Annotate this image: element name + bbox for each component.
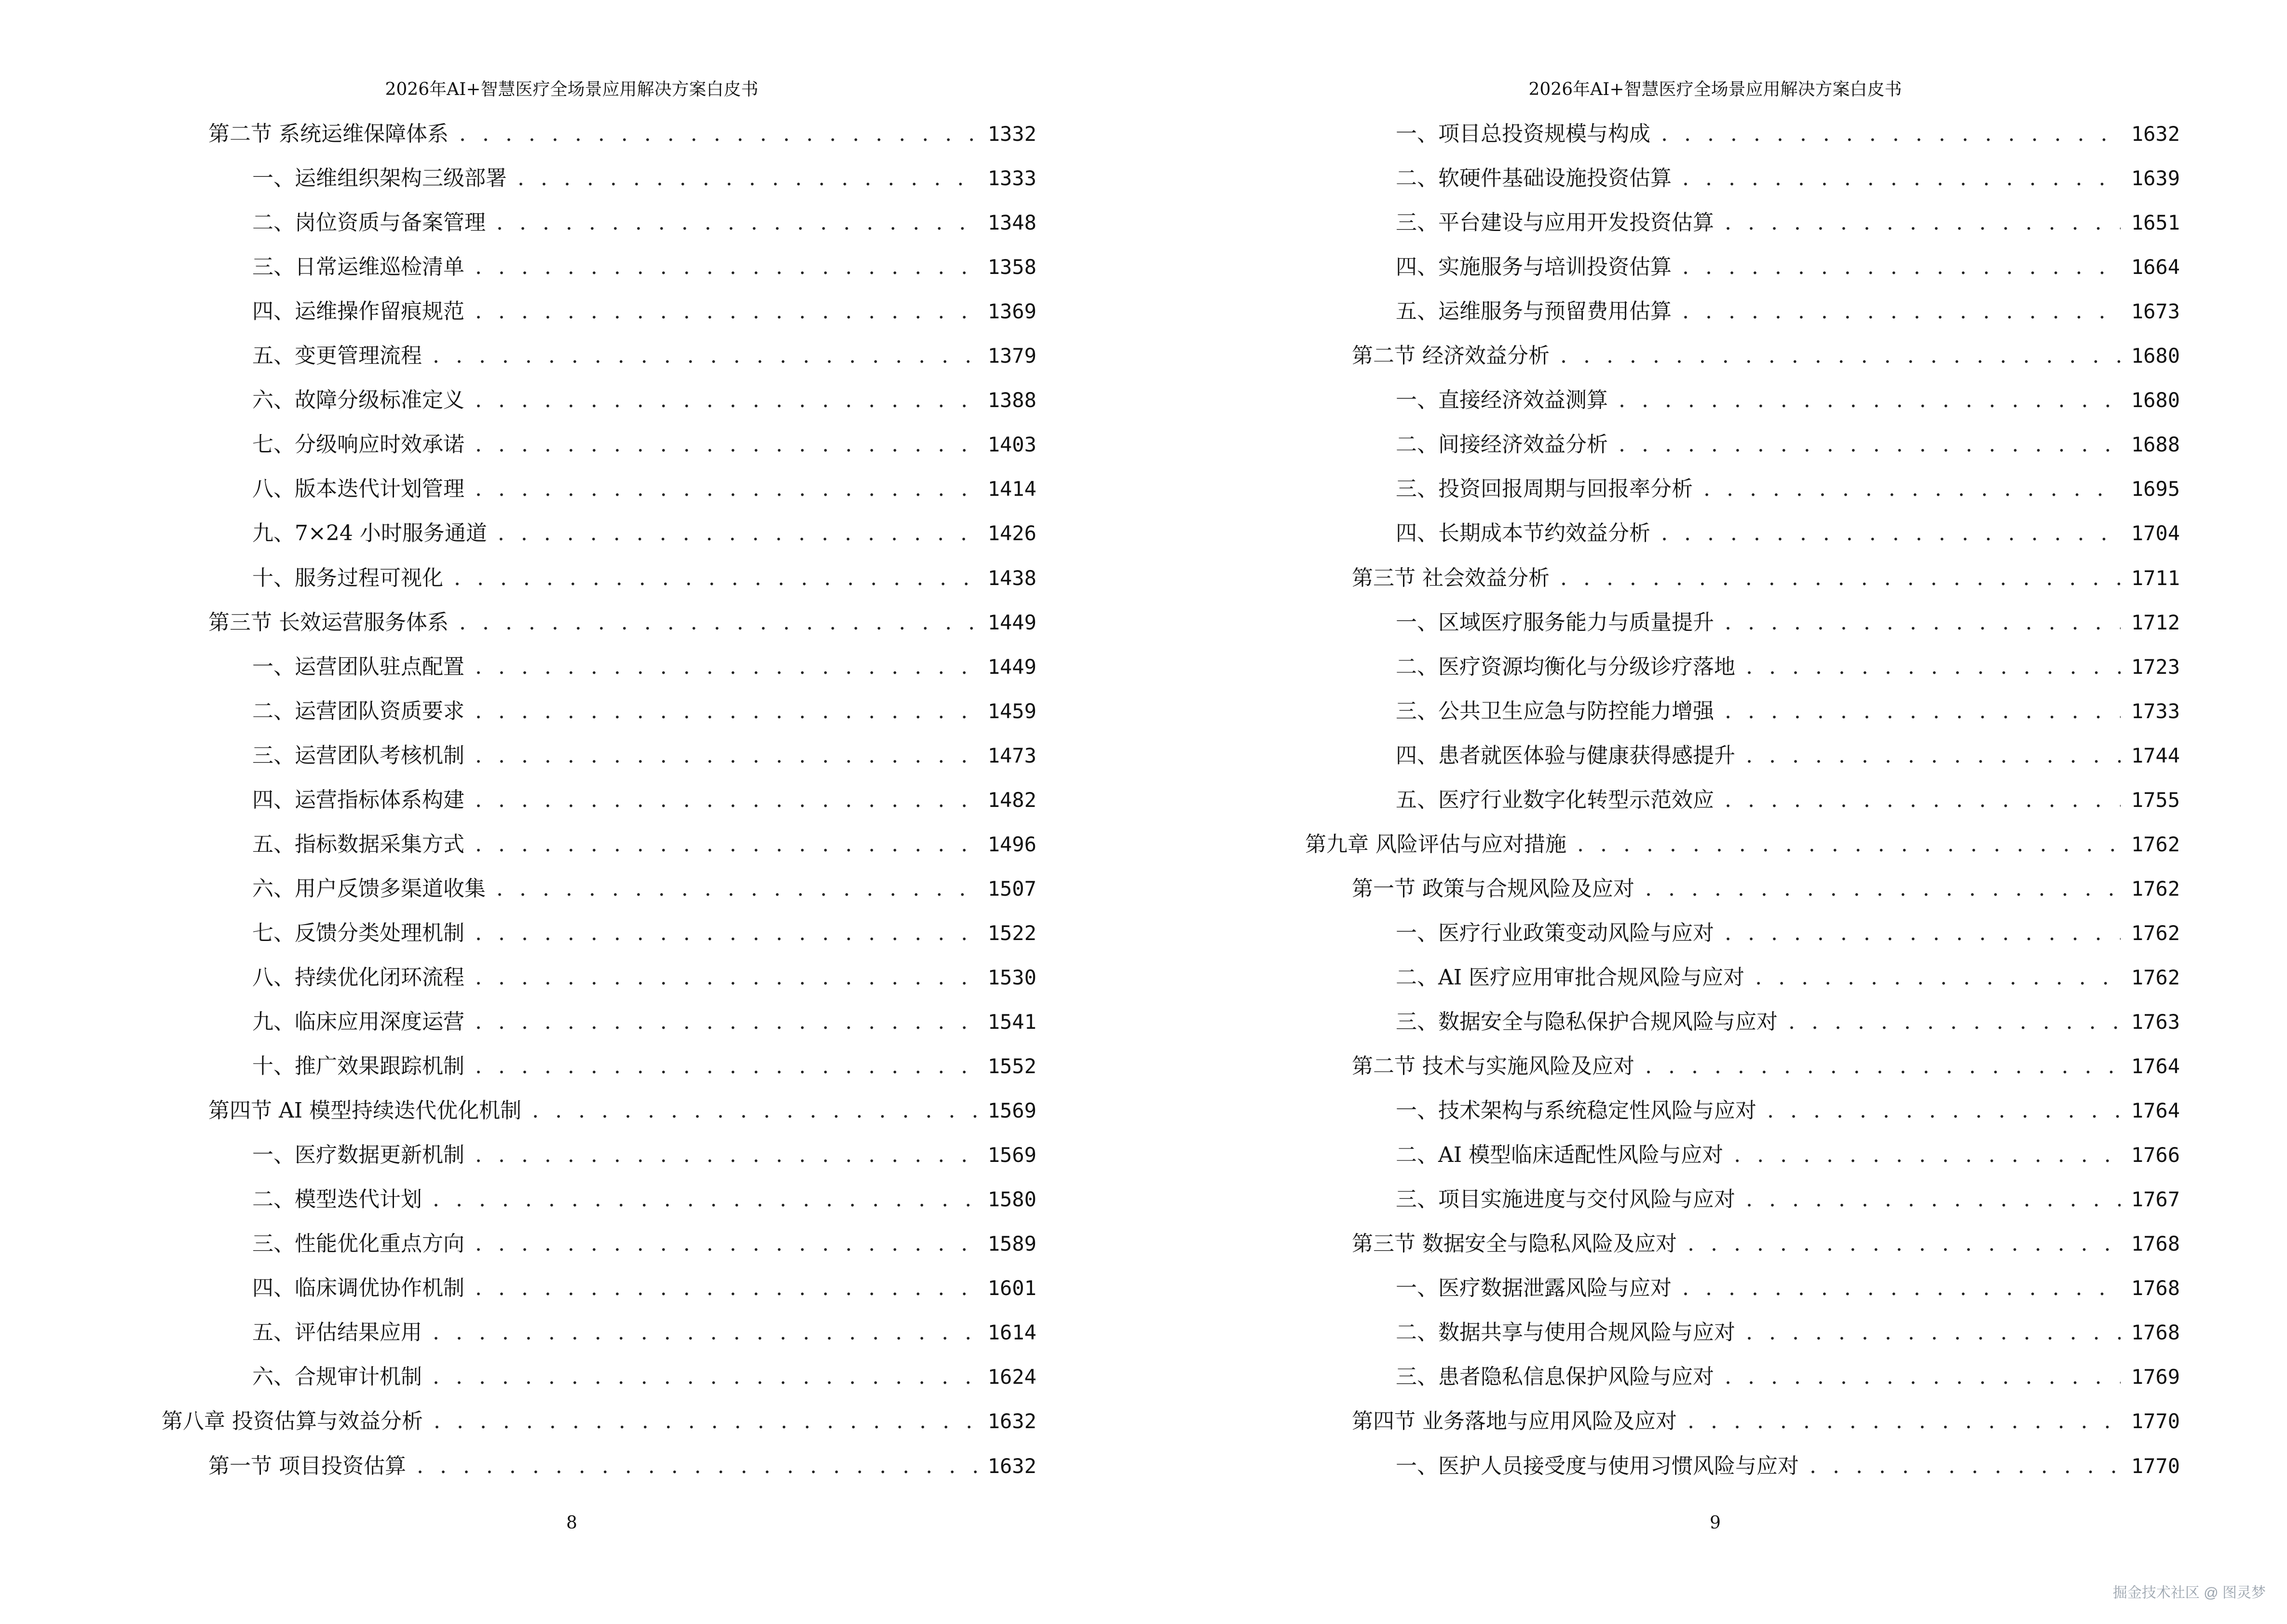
toc-dot-leader (517, 165, 977, 192)
page-header: 2026年AI+智慧医疗全场景应用解决方案白皮书 (385, 80, 759, 99)
toc-entry[interactable] (1396, 1186, 2180, 1213)
toc-entry-title: 第二节 经济效益分析 (1352, 343, 1550, 368)
toc-entry[interactable] (252, 964, 1036, 991)
toc-dot-leader (1645, 875, 2121, 902)
toc-dot-leader (475, 1230, 977, 1257)
toc-entry-title: 三、项目实施进度与交付风险与应对 (1396, 1187, 1735, 1212)
toc-entry-page: 1768 (2131, 1232, 2180, 1256)
toc-dot-leader (475, 742, 977, 769)
toc-entry-page: 1403 (987, 433, 1036, 456)
toc-dot-leader (1746, 1186, 2121, 1213)
toc-entry-title: 第三节 数据安全与隐私风险及应对 (1352, 1231, 1677, 1256)
toc-entry-page: 1507 (987, 877, 1036, 901)
toc-entry-title: 一、医疗数据更新机制 (252, 1143, 464, 1167)
toc-entry-title: 一、运营团队驻点配置 (252, 655, 464, 679)
toc-entry-page: 1473 (987, 744, 1036, 767)
toc-entry-page: 1632 (987, 1454, 1036, 1478)
page-number: 8 (566, 1513, 577, 1533)
toc-entry[interactable] (252, 698, 1036, 725)
toc-entry-page: 1764 (2131, 1054, 2180, 1078)
toc-dot-leader (1560, 342, 2121, 369)
toc-entry[interactable] (1396, 964, 2180, 991)
toc-dot-leader (1725, 609, 2121, 636)
toc-entry[interactable] (252, 831, 1036, 858)
watermark: 掘金技术社区 @ 图灵梦 (2112, 1585, 2266, 1601)
toc-entry-title: 七、反馈分类处理机制 (252, 921, 464, 945)
toc-entry-page: 1673 (2131, 300, 2180, 323)
toc-entry[interactable] (252, 209, 1036, 236)
toc-dot-leader (459, 609, 977, 636)
toc-entry-page: 1632 (987, 1409, 1036, 1433)
toc-entry[interactable] (252, 1230, 1036, 1257)
toc-entry-title: 八、版本迭代计划管理 (252, 477, 464, 501)
toc-entry-title: 四、运维操作留痕规范 (252, 299, 464, 324)
toc-dot-leader (1661, 520, 2121, 547)
toc-dot-leader (475, 698, 977, 725)
toc-entry-page: 1482 (987, 788, 1036, 812)
toc-entry[interactable] (1396, 431, 2180, 458)
toc-dot-leader (1746, 654, 2121, 681)
toc-entry-title: 第八章 投资估算与效益分析 (162, 1409, 423, 1433)
toc-entry[interactable] (252, 875, 1036, 902)
toc-entry-title: 三、性能优化重点方向 (252, 1231, 464, 1256)
toc-entry-page: 1333 (987, 166, 1036, 190)
page-number: 9 (1710, 1513, 1721, 1533)
toc-entry-page: 1688 (2131, 433, 2180, 456)
toc-entry-title: 第三节 长效运营服务体系 (208, 610, 449, 635)
toc-dot-leader (1619, 387, 2121, 414)
toc-entry-page: 1762 (2131, 966, 2180, 989)
toc-entry[interactable] (252, 742, 1036, 769)
toc-entry[interactable] (252, 387, 1036, 414)
toc-entry-title: 第二节 技术与实施风险及应对 (1352, 1054, 1634, 1078)
toc-dot-leader (475, 1009, 977, 1036)
toc-entry-title: 五、医疗行业数字化转型示范效应 (1396, 788, 1714, 812)
toc-entry-page: 1569 (987, 1099, 1036, 1122)
toc-entry-page: 1614 (987, 1321, 1036, 1344)
toc-entry-page: 1369 (987, 300, 1036, 323)
toc-entry-title: 九、临床应用深度运营 (252, 1010, 464, 1034)
toc-entry[interactable] (1352, 342, 2180, 369)
toc-entry-title: 二、模型迭代计划 (252, 1187, 422, 1212)
toc-dot-leader (1725, 920, 2121, 947)
toc-entry[interactable] (1352, 1230, 2180, 1257)
toc-entry-title: 一、项目总投资规模与构成 (1396, 122, 1650, 146)
toc-dot-leader (1645, 1053, 2121, 1080)
toc-entry-title: 二、AI 模型临床适配性风险与应对 (1396, 1143, 1724, 1167)
toc-entry[interactable] (1396, 121, 2180, 148)
toc-entry[interactable] (208, 121, 1036, 148)
toc-entry-page: 1680 (2131, 388, 2180, 412)
toc-dot-leader (498, 520, 977, 547)
toc-entry-page: 1388 (987, 388, 1036, 412)
toc-entry[interactable] (252, 920, 1036, 947)
toc-entry-title: 三、数据安全与隐私保护合规风险与应对 (1396, 1010, 1778, 1034)
toc-dot-leader (1725, 698, 2121, 725)
toc-entry-page: 1680 (2131, 344, 2180, 368)
toc-entry[interactable] (1352, 875, 2180, 902)
toc-entry-title: 三、平台建设与应用开发投资估算 (1396, 210, 1714, 235)
toc-entry-title: 十、推广效果跟踪机制 (252, 1054, 464, 1078)
toc-entry-page: 1770 (2131, 1454, 2180, 1478)
toc-entry[interactable] (1396, 209, 2180, 236)
toc-entry[interactable] (1396, 1275, 2180, 1302)
toc-entry-page: 1763 (2131, 1010, 2180, 1034)
toc-dot-leader (475, 476, 977, 503)
toc-entry-page: 1426 (987, 521, 1036, 545)
toc-dot-leader (475, 831, 977, 858)
toc-entry-title: 四、运营指标体系构建 (252, 788, 464, 812)
toc-entry-title: 六、故障分级标准定义 (252, 388, 464, 412)
toc-entry-title: 第一节 政策与合规风险及应对 (1352, 876, 1634, 901)
toc-entry-page: 1768 (2131, 1321, 2180, 1344)
toc-dot-leader (475, 298, 977, 325)
toc-dot-leader (1619, 431, 2121, 458)
toc-dot-leader (1810, 1453, 2121, 1480)
toc-dot-leader (1767, 1097, 2121, 1124)
toc-dot-leader (475, 787, 977, 814)
toc-entry[interactable] (252, 1009, 1036, 1036)
toc-entry[interactable] (252, 1142, 1036, 1169)
toc-entry[interactable] (252, 254, 1036, 281)
toc-dot-leader (1755, 964, 2121, 991)
toc-dot-leader (1725, 1364, 2121, 1391)
toc-entry[interactable] (1305, 831, 2180, 858)
toc-entry-page: 1379 (987, 344, 1036, 368)
toc-dot-leader (475, 254, 977, 281)
toc-dot-leader (475, 1275, 977, 1302)
toc-dot-leader (475, 1142, 977, 1169)
toc-entry-title: 三、投资回报周期与回报率分析 (1396, 477, 1693, 501)
toc-entry-page: 1541 (987, 1010, 1036, 1034)
toc-dot-leader (532, 1097, 977, 1124)
toc-dot-leader (1688, 1408, 2121, 1435)
toc-entry-title: 八、持续优化闭环流程 (252, 965, 464, 990)
toc-entry-page: 1624 (987, 1365, 1036, 1389)
toc-entry-page: 1459 (987, 699, 1036, 723)
toc-entry[interactable] (252, 1319, 1036, 1346)
toc-entry-title: 一、技术架构与系统稳定性风险与应对 (1396, 1098, 1756, 1123)
toc-entry[interactable] (1352, 1053, 2180, 1080)
toc-entry-title: 一、医疗行业政策变动风险与应对 (1396, 921, 1714, 945)
toc-entry-title: 二、软硬件基础设施投资估算 (1396, 166, 1672, 191)
toc-dot-leader (1682, 165, 2121, 192)
toc-dot-leader (475, 387, 977, 414)
toc-dot-leader (1788, 1009, 2121, 1036)
toc-dot-leader (1577, 831, 2121, 858)
toc-entry-title: 二、数据共享与使用合规风险与应对 (1396, 1320, 1735, 1345)
toc-entry[interactable] (1396, 1142, 2180, 1169)
toc-entry-title: 四、临床调优协作机制 (252, 1276, 464, 1300)
toc-entry-page: 1764 (2131, 1099, 2180, 1122)
toc-entry-page: 1762 (2131, 921, 2180, 945)
toc-entry-title: 五、指标数据采集方式 (252, 832, 464, 857)
toc-entry-title: 三、日常运维巡检清单 (252, 255, 464, 279)
toc-page-right (1144, 0, 2287, 1624)
toc-entry[interactable] (252, 342, 1036, 369)
toc-entry[interactable] (252, 787, 1036, 814)
toc-entry[interactable] (252, 1364, 1036, 1391)
toc-entry[interactable] (1396, 787, 2180, 814)
toc-entry[interactable] (1396, 165, 2180, 192)
toc-entry[interactable] (1396, 698, 2180, 725)
toc-entry-title: 二、AI 医疗应用审批合规风险与应对 (1396, 965, 1745, 990)
toc-entry-title: 第四节 AI 模型持续迭代优化机制 (208, 1098, 522, 1123)
toc-entry-title: 三、运营团队考核机制 (252, 743, 464, 768)
toc-entry-page: 1733 (2131, 699, 2180, 723)
toc-entry[interactable] (1396, 520, 2180, 547)
toc-entry-page: 1766 (2131, 1143, 2180, 1167)
toc-dot-leader (433, 1364, 977, 1391)
toc-dot-leader (496, 875, 977, 902)
toc-dot-leader (1688, 1230, 2121, 1257)
toc-entry-page: 1723 (2131, 655, 2180, 679)
toc-entry-page: 1762 (2131, 877, 2180, 901)
page-header: 2026年AI+智慧医疗全场景应用解决方案白皮书 (1528, 80, 1902, 99)
toc-entry-title: 九、7×24 小时服务通道 (252, 521, 487, 546)
toc-entry[interactable] (162, 1408, 1036, 1435)
toc-entry-page: 1744 (2131, 744, 2180, 767)
toc-entry[interactable] (252, 1275, 1036, 1302)
toc-dot-leader (1682, 254, 2121, 281)
toc-entry[interactable] (252, 1186, 1036, 1213)
toc-dot-leader (1746, 742, 2121, 769)
toc-entry-title: 第三节 社会效益分析 (1352, 566, 1550, 590)
toc-entry-title: 第二节 系统运维保障体系 (208, 122, 449, 146)
toc-entry-page: 1530 (987, 966, 1036, 989)
toc-entry-page: 1651 (2131, 211, 2180, 234)
toc-dot-leader (475, 964, 977, 991)
toc-entry[interactable] (1396, 476, 2180, 503)
toc-dot-leader (1560, 565, 2121, 592)
toc-entry-title: 二、岗位资质与备案管理 (252, 210, 486, 235)
toc-entry[interactable] (252, 431, 1036, 458)
toc-entry-title: 二、间接经济效益分析 (1396, 432, 1608, 457)
toc-entry[interactable] (1352, 1408, 2180, 1435)
toc-entry[interactable] (1396, 742, 2180, 769)
toc-dot-leader (417, 1453, 977, 1480)
toc-entry-page: 1449 (987, 611, 1036, 634)
toc-entry[interactable] (1396, 1319, 2180, 1346)
toc-entry-page: 1769 (2131, 1365, 2180, 1389)
toc-dot-leader (433, 342, 977, 369)
toc-entry-page: 1770 (2131, 1409, 2180, 1433)
toc-dot-leader (433, 1319, 977, 1346)
toc-entry[interactable] (1396, 254, 2180, 281)
toc-entry-page: 1601 (987, 1276, 1036, 1300)
toc-dot-leader (454, 565, 977, 592)
toc-entry-title: 十、服务过程可视化 (252, 566, 443, 590)
toc-entry-title: 第一节 项目投资估算 (208, 1454, 406, 1478)
toc-entry-title: 五、运维服务与预留费用估算 (1396, 299, 1672, 324)
toc-entry-page: 1552 (987, 1054, 1036, 1078)
toc-entry[interactable] (252, 165, 1036, 192)
toc-dot-leader (1682, 1275, 2121, 1302)
toc-dot-leader (475, 654, 977, 681)
toc-entry[interactable] (208, 609, 1036, 636)
toc-dot-leader (475, 431, 977, 458)
toc-entry-page: 1332 (987, 122, 1036, 146)
toc-entry-title: 二、运营团队资质要求 (252, 699, 464, 723)
toc-entry-page: 1358 (987, 255, 1036, 279)
toc-entry-page: 1569 (987, 1143, 1036, 1167)
toc-entry-title: 六、用户反馈多渠道收集 (252, 876, 486, 901)
toc-dot-leader (1682, 298, 2121, 325)
toc-entry-page: 1414 (987, 477, 1036, 501)
toc-entry[interactable] (208, 1453, 1036, 1480)
toc-entry[interactable] (1352, 565, 2180, 592)
toc-entry[interactable] (252, 476, 1036, 503)
toc-entry-page: 1767 (2131, 1187, 2180, 1211)
toc-entry-title: 四、长期成本节约效益分析 (1396, 521, 1650, 546)
toc-dot-leader (1734, 1142, 2121, 1169)
toc-entry-page: 1664 (2131, 255, 2180, 279)
toc-dot-leader (434, 1408, 977, 1435)
toc-dot-leader (1725, 787, 2121, 814)
toc-entry-page: 1755 (2131, 788, 2180, 812)
toc-entry-title: 第四节 业务落地与应用风险及应对 (1352, 1409, 1677, 1433)
toc-entry[interactable] (1396, 1364, 2180, 1391)
toc-entry-title: 五、变更管理流程 (252, 343, 422, 368)
toc-entry-page: 1438 (987, 566, 1036, 590)
toc-entry-title: 一、直接经济效益测算 (1396, 388, 1608, 412)
toc-entry-page: 1449 (987, 655, 1036, 679)
toc-entry-page: 1695 (2131, 477, 2180, 501)
toc-entry-title: 五、评估结果应用 (252, 1320, 422, 1345)
toc-dot-leader (475, 920, 977, 947)
toc-dot-leader (459, 121, 977, 148)
toc-entry-page: 1762 (2131, 832, 2180, 856)
toc-entry[interactable] (252, 1053, 1036, 1080)
toc-entry[interactable] (208, 1097, 1036, 1124)
toc-entry-title: 二、医疗资源均衡化与分级诊疗落地 (1396, 655, 1735, 679)
toc-entry[interactable] (1396, 920, 2180, 947)
toc-entry-page: 1704 (2131, 521, 2180, 545)
toc-entry[interactable] (1396, 609, 2180, 636)
toc-entry-page: 1639 (2131, 166, 2180, 190)
toc-entry-page: 1632 (2131, 122, 2180, 146)
toc-entry[interactable] (252, 520, 1036, 547)
toc-entry-page: 1580 (987, 1187, 1036, 1211)
toc-entry[interactable] (1396, 387, 2180, 414)
toc-entry-title: 七、分级响应时效承诺 (252, 432, 464, 457)
toc-entry-title: 一、医护人员接受度与使用习惯风险与应对 (1396, 1454, 1799, 1478)
toc-dot-leader (1746, 1319, 2121, 1346)
toc-entry-title: 一、运维组织架构三级部署 (252, 166, 507, 191)
toc-dot-leader (1703, 476, 2121, 503)
toc-entry-page: 1522 (987, 921, 1036, 945)
toc-dot-leader (496, 209, 977, 236)
toc-entry[interactable] (1396, 298, 2180, 325)
toc-entry-page: 1711 (2131, 566, 2180, 590)
toc-dot-leader (433, 1186, 977, 1213)
toc-entry-title: 第九章 风险评估与应对措施 (1305, 832, 1566, 857)
toc-entry-title: 四、实施服务与培训投资估算 (1396, 255, 1672, 279)
toc-entry-title: 三、公共卫生应急与防控能力增强 (1396, 699, 1714, 723)
toc-dot-leader (1661, 121, 2121, 148)
toc-entry[interactable] (1396, 1097, 2180, 1124)
toc-entry-title: 一、医疗数据泄露风险与应对 (1396, 1276, 1672, 1300)
toc-entry-page: 1589 (987, 1232, 1036, 1256)
toc-dot-leader (475, 1053, 977, 1080)
toc-entry[interactable] (252, 565, 1036, 592)
toc-entry-page: 1348 (987, 211, 1036, 234)
toc-entry[interactable] (252, 298, 1036, 325)
toc-entry-title: 六、合规审计机制 (252, 1365, 422, 1389)
toc-entry-title: 四、患者就医体验与健康获得感提升 (1396, 743, 1735, 768)
toc-entry-page: 1712 (2131, 611, 2180, 634)
toc-entry-page: 1768 (2131, 1276, 2180, 1300)
toc-entry[interactable] (1396, 654, 2180, 681)
toc-entry[interactable] (1396, 1453, 2180, 1480)
toc-entry-page: 1496 (987, 832, 1036, 856)
toc-entry-title: 一、区域医疗服务能力与质量提升 (1396, 610, 1714, 635)
toc-dot-leader (1725, 209, 2121, 236)
toc-entry[interactable] (1396, 1009, 2180, 1036)
toc-entry[interactable] (252, 654, 1036, 681)
toc-entry-title: 三、患者隐私信息保护风险与应对 (1396, 1365, 1714, 1389)
